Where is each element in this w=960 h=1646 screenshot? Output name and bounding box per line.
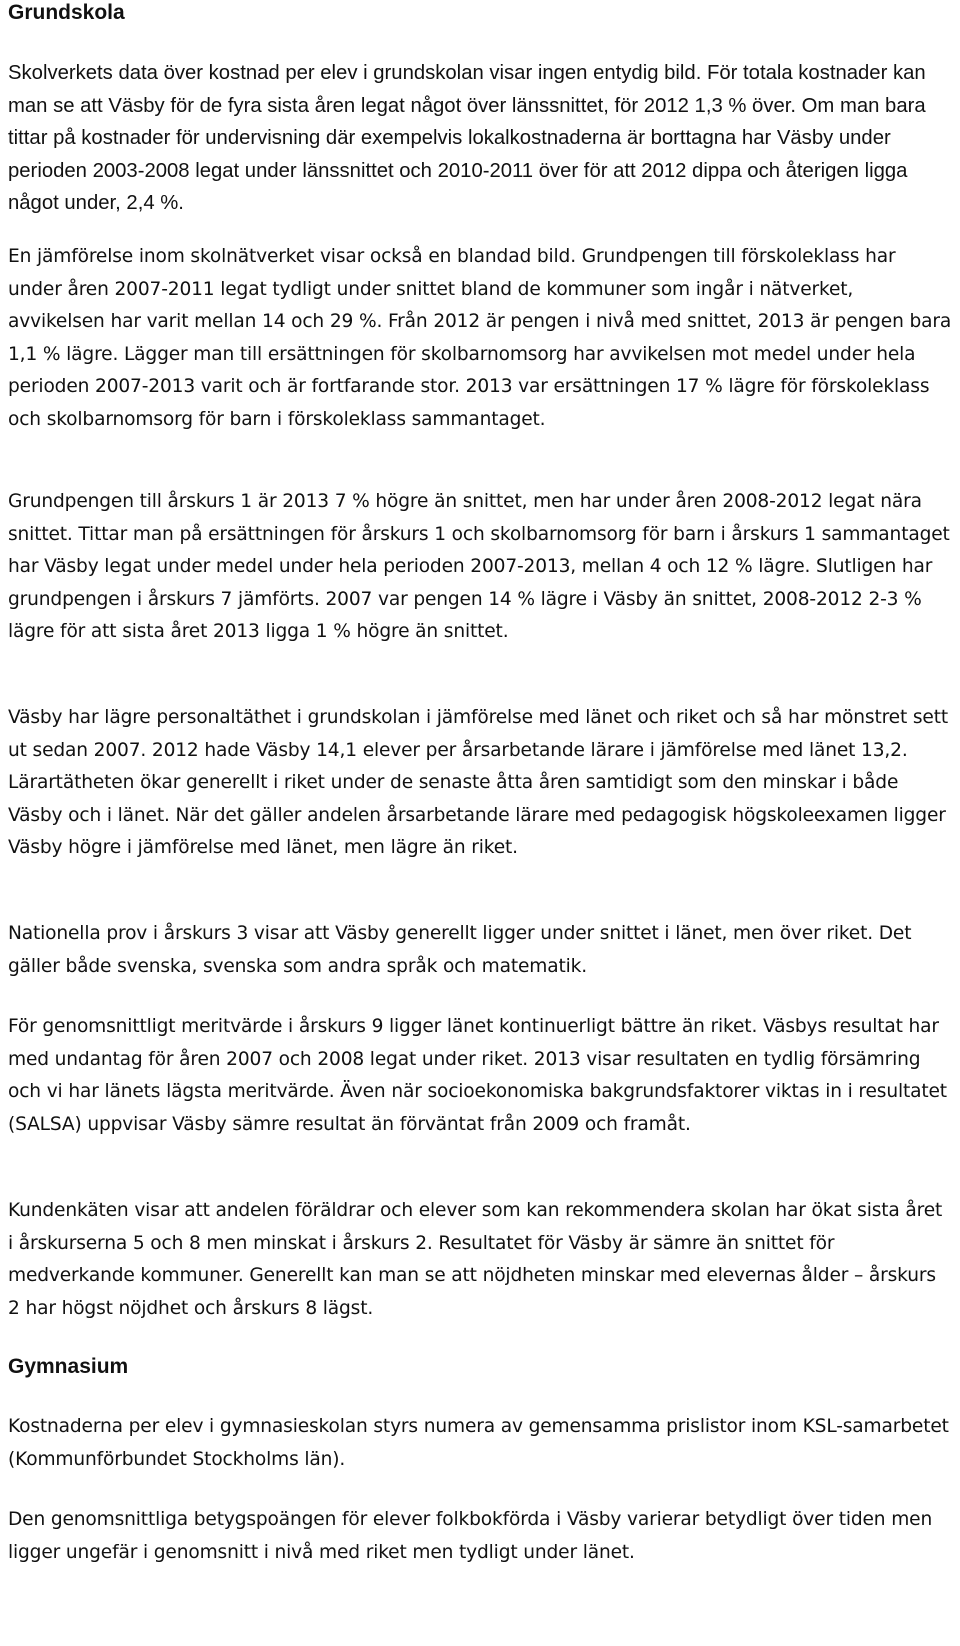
paragraph-skolnatverket: En jämförelse inom skolnätverket visar också en blandad bild. Grundpengen till förskoleklass har under åren 2007-2011 legat tydligt under snittet bland de kommuner som ingår i nätverket, avvikelsen har varit mellan 14 och 29 %. Från 2012 är pengen i nivå med snittet, 2013 är pengen bara 1,1 % lägre. Lägger man till ersättningen för skolbarnomsorg har avvikelsen mot medel under hela perioden 2007-2013 varit och är fortfarande stor. 2013 var ersättningen 17 % lägre för förskoleklass och skolbarnomsorg för barn i förskoleklass sammantaget. bbox=[8, 246, 952, 430]
paragraph-betygspoang: Den genomsnittliga betygspoängen för elever folkbokförda i Väsby varierar betydligt över tiden men ligger ungefär i genomsnitt i nivå med riket men tydligt under länet. bbox=[8, 1509, 933, 1563]
paragraph-grundpengen-arskurs: Grundpengen till årskurs 1 är 2013 7 % högre än snittet, men har under åren 2008-2012 legat nära snittet. Tittar man på ersättningen för årskurs 1 och skolbarnomsorg för barn i årskurs 1 sammantaget har Väsby legat under medel under hela perioden 2007-2013, mellan 4 och 12 % lägre. Slutligen har grundpengen i årskurs 7 jämförts. 2007 var pengen 14 % lägre i Väsby än snittet, 2008-2012 2-3 % lägre för att sista året 2013 ligga 1 % högre än snittet. bbox=[8, 491, 950, 642]
paragraph-kostnad: Skolverkets data över kostnad per elev i grundskolan visar ingen entydig bild. För totala kostnader kan man se att Väsby för de fyra sista åren legat något över länssnittet, för 2012 1,3 % över. Om man bara tittar på kostnader för undervisning där exempelvis lokalkostnaderna är borttagna har Väsby under perioden 2003-2008 legat under länssnittet och 2010-2011 över för att 2012 dippa och återigen ligga något under, 2,4 %. bbox=[8, 62, 926, 214]
paragraph-meritvarde: För genomsnittligt meritvärde i årskurs 9 ligger länet kontinuerligt bättre än riket. Väsbys resultat har med undantag för åren 2007 och 2008 legat under riket. 2013 visar resultaten en tydlig försämring och vi har länets lägsta meritvärde. Även när socioekonomiska bakgrundsfaktorer viktas in i resultatet (SALSA) uppvisar Väsby sämre resultat än förväntat från 2009 och framåt. bbox=[8, 1016, 947, 1135]
paragraph-personaltathet: Väsby har lägre personaltäthet i grundskolan i jämförelse med länet och riket och så har mönstret sett ut sedan 2007. 2012 hade Väsby 14,1 elever per årsarbetande lärare i jämförelse med länet 13,2. Lärartätheten ökar generellt i riket under de senaste åtta åren samtidigt som den minskar i både Väsby och i länet. När det gäller andelen årsarbetande lärare med pedagogisk högskoleexamen ligger Väsby högre i jämförelse med länet, men lägre än riket. bbox=[8, 707, 948, 858]
paragraph-nationella-prov: Nationella prov i årskurs 3 visar att Väsby generellt ligger under snittet i länet, men över riket. Det gäller både svenska, svenska som andra språk och matematik. bbox=[8, 923, 912, 977]
section-heading-gymnasium: Gymnasium bbox=[8, 1355, 129, 1378]
paragraph-kundenkat: Kundenkäten visar att andelen föräldrar och elever som kan rekommendera skolan har ökat sista året i årskurserna 5 och 8 men minskat i årskurs 2. Resultatet för Väsby är sämre än snittet för medverkande kommuner. Generellt kan man se att nöjdheten minskar med elevernas ålder – årskurs 2 har högst nöjdhet och årskurs 8 lägst. bbox=[8, 1200, 943, 1319]
section-heading-grundskola: Grundskola bbox=[8, 1, 125, 24]
paragraph-kostnader-gymnasiet: Kostnaderna per elev i gymnasieskolan styrs numera av gemensamma prislistor inom KSL-samarbetet (Kommunförbundet Stockholms län). bbox=[8, 1416, 949, 1470]
